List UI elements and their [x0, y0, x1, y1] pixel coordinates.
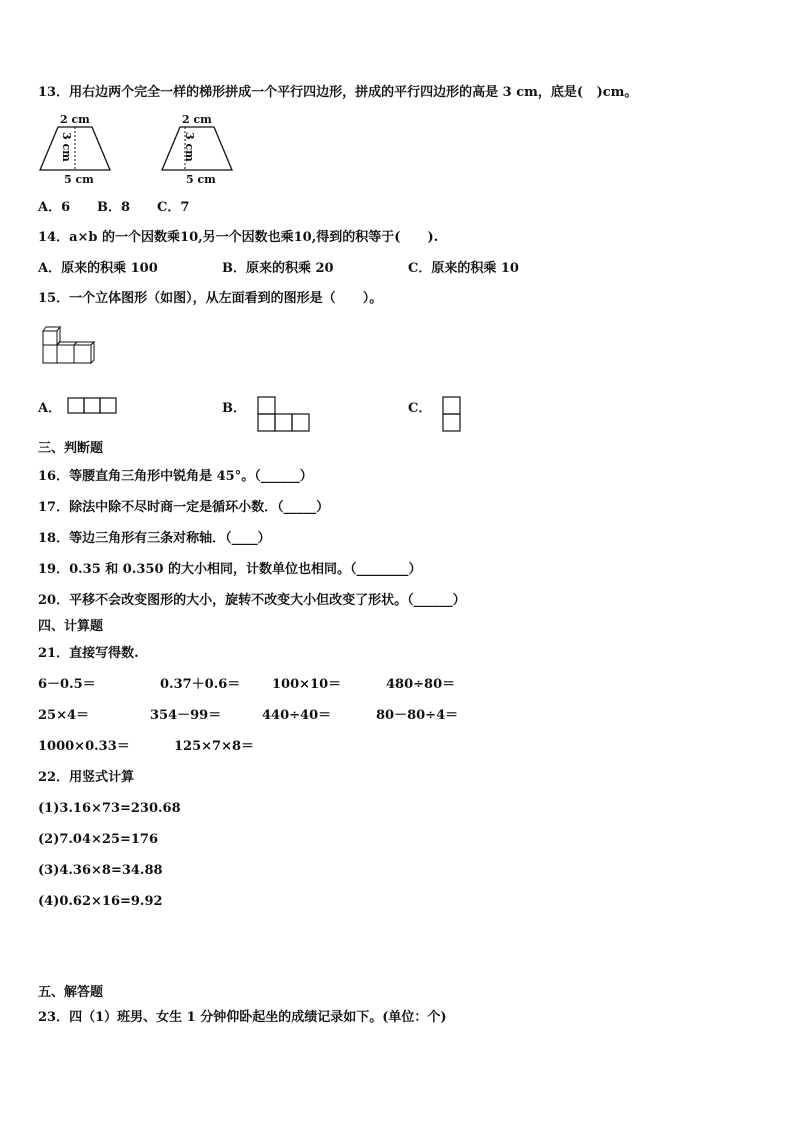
question-21-text: 21．直接写得数. — [38, 646, 139, 661]
q21-item-3: 100×10＝ — [272, 677, 342, 692]
q15-option-b-figure — [257, 396, 311, 434]
q13-option-c[interactable]: C．7 — [157, 200, 190, 215]
q22-item-3: (3)4.36×8=34.88 — [38, 863, 163, 878]
section-3-title: 三、判断题 — [38, 441, 104, 456]
trapezoid-1-top-label: 2 cm — [60, 113, 90, 126]
q15-option-c-label[interactable]: C． — [408, 401, 432, 416]
q15-option-a-label[interactable]: A． — [38, 401, 62, 416]
q21-item-8: 80－80÷4＝ — [376, 708, 459, 723]
q21-item-4: 480÷80＝ — [386, 677, 456, 692]
question-19-text: 19．0.35 和 0.350 的大小相同，计数单位也相同。（________） — [38, 562, 422, 577]
q14-option-b[interactable]: B．原来的积乘 20 — [222, 261, 334, 276]
section-5-title: 五、解答题 — [38, 985, 104, 1000]
question-13-text: 13．用右边两个完全一样的梯形拼成一个平行四边形，拼成的平行四边形的高是 3 cm，底是( )cm。 — [38, 85, 638, 100]
q22-item-1: (1)3.16×73=230.68 — [38, 801, 181, 816]
trapezoid-figure-1 — [38, 112, 138, 188]
question-14-text: 14．a×b 的一个因数乘10,另一个因数也乘10,得到的积等于( ). — [38, 230, 439, 245]
q14-option-c[interactable]: C．原来的积乘 10 — [408, 261, 519, 276]
q15-option-a-figure — [67, 397, 119, 415]
question-23-text: 23．四（1）班男、女生 1 分钟仰卧起坐的成绩记录如下。(单位：个) — [38, 1010, 447, 1025]
section-4-title: 四、计算题 — [38, 619, 104, 634]
q13-option-b[interactable]: B．8 — [97, 200, 131, 215]
question-20-text: 20．平移不会改变图形的大小，旋转不改变大小但改变了形状。（______） — [38, 593, 466, 608]
q15-option-b-label[interactable]: B． — [222, 401, 246, 416]
trapezoid-2-height-label: 3 cm — [183, 132, 196, 162]
q22-item-2: (2)7.04×25=176 — [38, 832, 159, 847]
q21-item-9: 1000×0.33＝ — [38, 739, 130, 754]
question-22-text: 22．用竖式计算 — [38, 770, 135, 785]
trapezoid-2-top-label: 2 cm — [182, 113, 212, 126]
q21-item-1: 6－0.5＝ — [38, 677, 96, 692]
q21-item-10: 125×7×8＝ — [174, 739, 255, 754]
q21-item-7: 440÷40＝ — [262, 708, 332, 723]
question-15-text: 15．一个立体图形（如图），从左面看到的图形是（ ）。 — [38, 291, 383, 306]
trapezoid-1-height-label: 3 cm — [60, 132, 73, 162]
question-16-text: 16．等腰直角三角形中锐角是 45°。（______） — [38, 469, 313, 484]
q21-item-5: 25×4＝ — [38, 708, 90, 723]
q21-item-2: 0.37＋0.6＝ — [160, 677, 241, 692]
q22-item-4: (4)0.62×16=9.92 — [38, 894, 163, 909]
trapezoid-1-bottom-label: 5 cm — [64, 173, 94, 186]
q14-option-a[interactable]: A．原来的积乘 100 — [38, 261, 158, 276]
q13-option-a[interactable]: A．6 — [38, 200, 71, 215]
trapezoid-2-bottom-label: 5 cm — [186, 173, 216, 186]
trapezoid-figure-2 — [160, 112, 260, 188]
solid-figure-cubes — [40, 326, 104, 368]
q15-option-c-figure — [442, 396, 462, 434]
question-17-text: 17．除法中除不尽时商一定是循环小数．（_____） — [38, 500, 330, 515]
question-18-text: 18．等边三角形有三条对称轴．（____） — [38, 531, 271, 546]
q21-item-6: 354－99＝ — [150, 708, 222, 723]
